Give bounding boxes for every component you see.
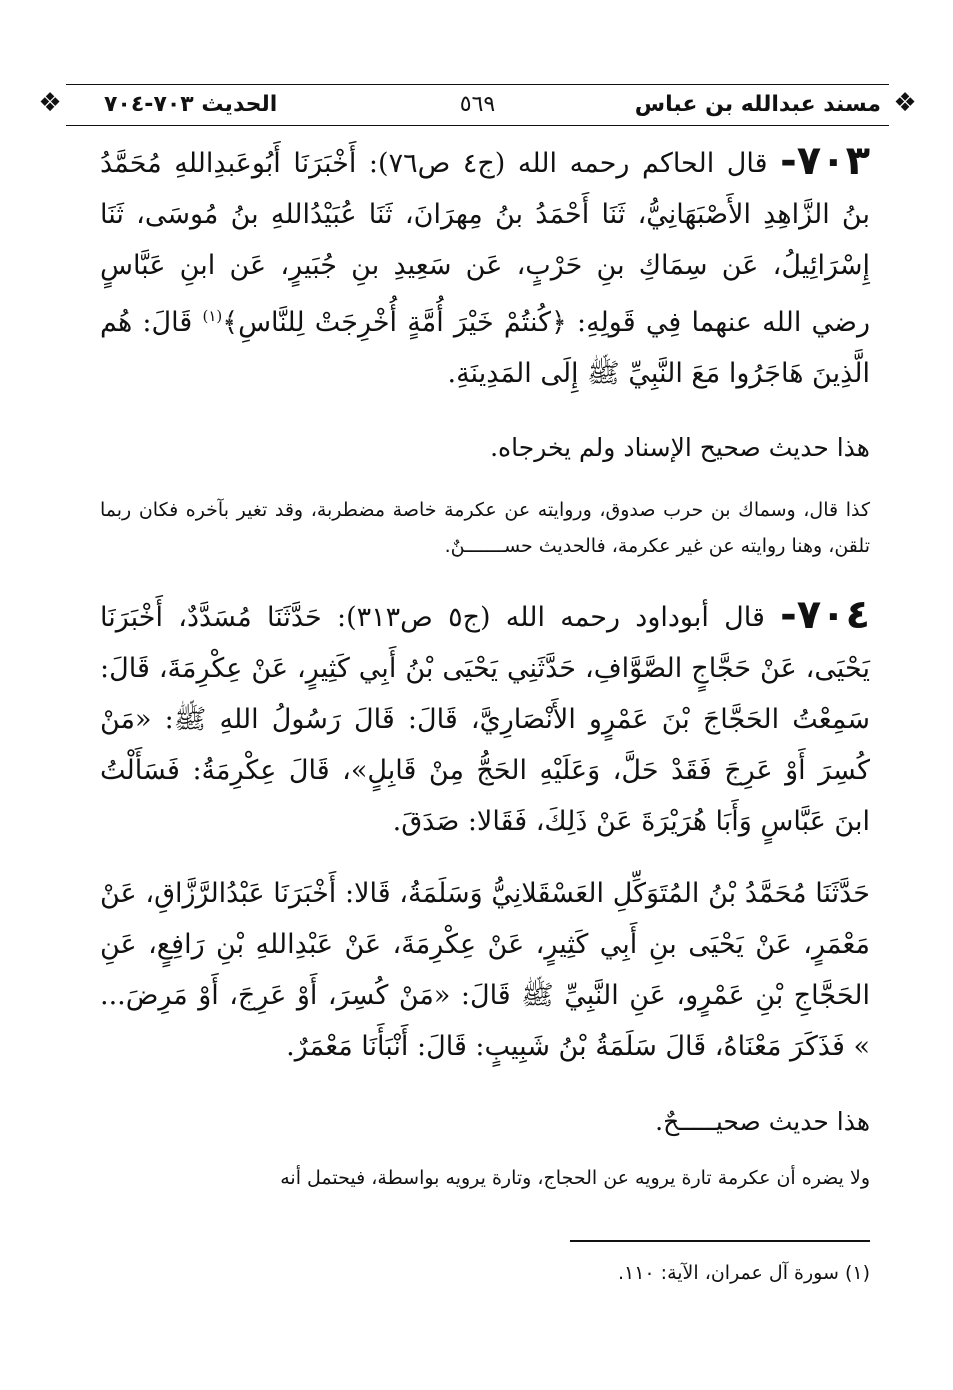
grade-704: هذا حديث صحيـــــحٌ. [655, 1107, 870, 1136]
hadith-703-text: قال الحاكم رحمه الله (ج٤ ص٧٦): أَخْبَرَنَا أَبُوعَبدِاللهِ مُحَمَّدُ بنُ الزَّاهِدِ الأَصْبَهَانِيُّ، ثَنَا أَحْمَدُ بنُ مِهرَانَ، ثَنَا عُبَيْدُاللهِ بنُ مُوسَى، ثَنَا إِسْرَائِيلُ، عَن سِمَاكِ بنِ حَرْبٍ، عَن سَعِيدِ بنِ جُبَيرٍ، عَن ابنِ عَبَّاسٍ رضي الله عنهما فِي قَولِهِ: ﴿كُنتُمْ خَيْرَ أُمَّةٍ أُخْرِجَتْ لِلنَّاسِ﴾ [100, 148, 870, 338]
page-number: ٥٦٩ [459, 92, 496, 117]
running-header [38, 84, 917, 126]
ornament-right-icon: ❖ [893, 88, 917, 118]
hadith-704-second-chain: حَدَّثَنَا مُحَمَّدُ بْنُ المُتَوَكِّلِ العَسْقَلانِيُّ وَسَلَمَةُ، قَالا: أَخْبَرَنَا عَبْدُالرَّزَّاقِ، عَنْ مَعْمَرٍ، عَنْ يَحْيَى بنِ أَبِي كَثِيرٍ، عَنْ عِكْرِمَةَ، عَنْ عَبْدِاللهِ بْنِ رَافِعٍ، عَنِ الحَجَّاجِ بْنِ عَمْرٍو، عَنِ النَّبِيِّ ﷺ قَالَ: «مَنْ كُسِرَ، أَوْ عَرِجَ، أَوْ مَرِضَ... » فَذَكَرَ مَعْنَاهُ، قَالَ سَلَمَةُ بْنُ شَبِيبٍ: قَالَ: أَنْبَأَنَا مَعْمَرٌ. [100, 878, 870, 1062]
hadith-number-704: ٧٠٤- [780, 592, 870, 638]
note-703: كذا قال، وسماك بن حرب صدوق، وروايته عن عكرمة خاصة مضطربة، وقد تغير بآخره فكان ربما تلقن، وهنا روايته عن غير عكرمة، فالحديث حســـــــنٌ. [100, 499, 870, 557]
note-704: ولا يضره أن عكرمة تارة يرويه عن الحجاج، وتارة يرويه بواسطة، فيحتمل أنه [280, 1167, 870, 1189]
footnote-separator [570, 1240, 870, 1242]
footnote: (١) سورة آل عمران، الآية: ١١٠. [617, 1262, 870, 1284]
hadith-703 [100, 136, 870, 399]
hadith-number-703: ٧٠٣- [780, 138, 870, 184]
footnote-ref[interactable]: (١) [202, 307, 223, 325]
hadith-704 [100, 590, 870, 847]
hadith-704-text: قال أبوداود رحمه الله (ج٥ ص٣١٣): حَدَّثَنَا مُسَدَّدٌ، أَخْبَرَنَا يَحْيَى، عَنْ حَجَّاجٍ الصَّوَّافِ، حَدَّثَنِي يَحْيَى بْنُ أَبِي كَثِيرٍ، عَنْ عِكْرِمَةَ، قَالَ: سَمِعْتُ الحَجَّاجَ بْنَ عَمْرٍو الأَنْصَارِيَّ، قَالَ: قَالَ رَسُولُ اللهِ ﷺ: «مَنْ كُسِرَ أَوْ عَرِجَ فَقَدْ حَلَّ، وَعَلَيْهِ الحَجُّ مِنْ قَابِلٍ»، قَالَ عِكْرِمَةُ: فَسَأَلْتُ ابنَ عَبَّاسٍ وَأَبَا هُرَيْرَةَ عَنْ ذَلِكَ، فَقَالا: صَدَقَ. [100, 602, 870, 837]
book-title: مسند عبدالله بن عباس [634, 92, 881, 117]
ornament-left-icon: ❖ [38, 88, 62, 118]
hadith-703-text-end: قَالَ: هُم الَّذِينَ هَاجَرُوا مَعَ النَّبِيِّ ﷺ إِلَى المَدِينَةِ. [100, 307, 870, 389]
grade-703: هذا حديث صحيح الإسناد ولم يخرجاه. [490, 433, 870, 462]
hadith-range: الحديث ٧٠٣-٧٠٤ [104, 92, 278, 117]
